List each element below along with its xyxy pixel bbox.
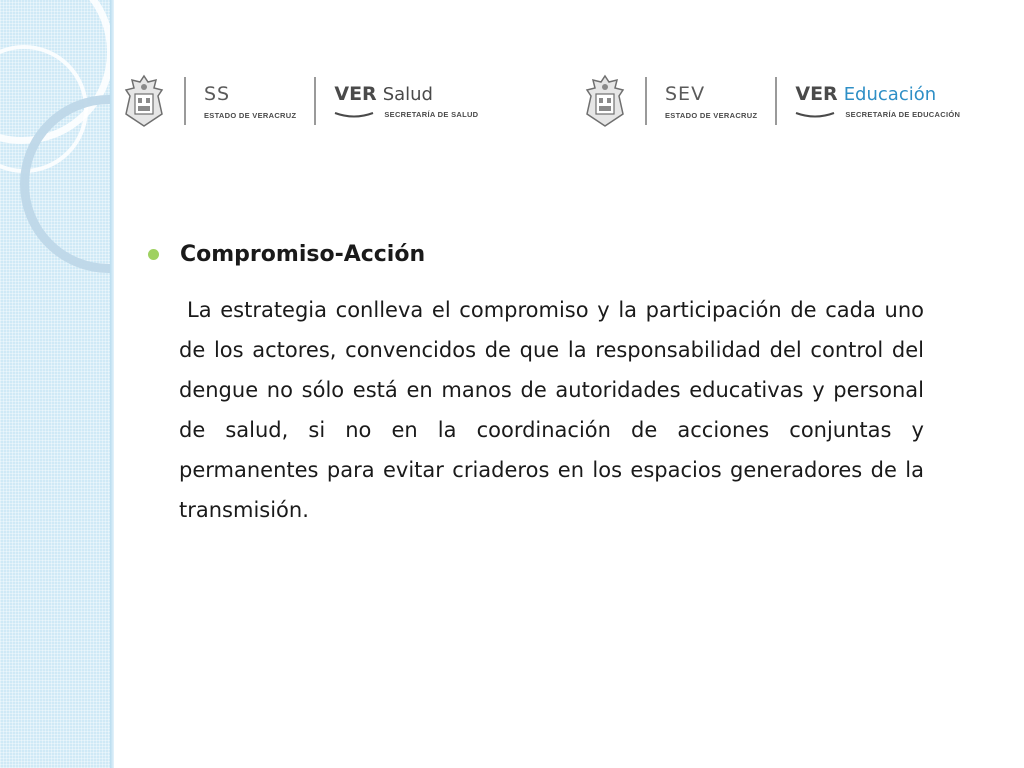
- brand-ver: VER: [334, 83, 377, 105]
- bullet-item: [148, 232, 928, 276]
- band-edge-divider: [110, 0, 114, 768]
- swoosh-icon: [334, 111, 374, 119]
- decorative-side-band: [0, 0, 112, 768]
- brand-subtitle: SECRETARÍA DE EDUCACIÓN: [845, 110, 961, 119]
- brand-name: Salud: [382, 84, 433, 105]
- logo-divider: [314, 77, 316, 125]
- sev-agency-mark: [665, 83, 757, 120]
- ver-educacion-mark: [795, 83, 960, 119]
- body-paragraph: La estrategia conlleva el compromiso y la participación de cada uno de los actores, convencidos de que la responsabilidad del control del dengue no sólo está en manos de autoridades educativas y personal de salud, si no en la coordinación de acciones conjuntas y permanentes para evitar criaderos en los espacios generadores de la transmisión.: [179, 298, 924, 522]
- slide-content: [148, 232, 928, 530]
- salud-logo-group: [122, 72, 478, 130]
- agency-abbreviation: SEV: [665, 82, 706, 105]
- ss-agency-mark: [204, 83, 296, 120]
- bullet-dot-icon: [148, 249, 159, 260]
- logo-divider: [775, 77, 777, 125]
- educacion-logo-group: [583, 72, 960, 130]
- swoosh-icon: [795, 111, 835, 119]
- logo-divider: [184, 77, 186, 125]
- veracruz-crest-icon: [122, 74, 166, 128]
- brand-ver: VER: [795, 83, 838, 105]
- bullet-heading: Compromiso-Acción: [180, 241, 426, 267]
- ver-salud-mark: [334, 83, 478, 119]
- agency-subtitle: ESTADO DE VERACRUZ: [665, 110, 758, 120]
- agency-subtitle: ESTADO DE VERACRUZ: [204, 110, 297, 120]
- brand-subtitle: SECRETARÍA DE SALUD: [384, 110, 479, 119]
- veracruz-crest-icon: [583, 74, 627, 128]
- brand-name: Educación: [843, 84, 937, 105]
- logo-divider: [645, 77, 647, 125]
- agency-abbreviation: SS: [204, 82, 231, 105]
